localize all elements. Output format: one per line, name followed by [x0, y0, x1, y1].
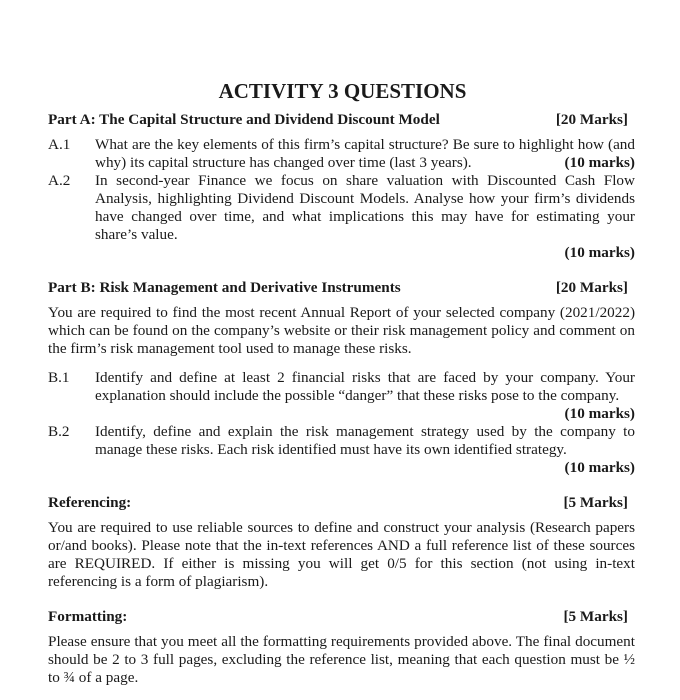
question-number: B.1 — [48, 369, 70, 386]
question-a2 — [48, 172, 635, 262]
part-b-marks: [20 Marks] — [555, 279, 628, 296]
referencing-marks: [5 Marks] — [563, 494, 628, 511]
question-text: What are the key elements of this firm’s capital structure? Be sure to highlight how (and why) its capital structure has changed over time (last 3 years). — [95, 136, 635, 171]
formatting-heading: Formatting: — [48, 608, 128, 625]
question-marks: (10 marks) — [564, 154, 635, 171]
referencing-text: You are required to use reliable sources to define and construct your analysis (Research papers or/and books). Please note that the in-text references AND a full reference list of these sources are REQUIRED. If either is missing you will get 0/5 for this section (not using in-text referencing is a form of plagiarism). — [48, 519, 635, 590]
question-b1 — [48, 369, 635, 423]
question-number: A.1 — [48, 136, 71, 153]
question-body — [95, 369, 635, 423]
page-title: ACTIVITY 3 QUESTIONS — [218, 79, 467, 103]
part-a-marks: [20 Marks] — [555, 111, 628, 128]
referencing-heading: Referencing: — [48, 494, 132, 511]
part-a-heading-row — [48, 111, 635, 129]
question-marks: (10 marks) — [564, 244, 635, 261]
question-number: A.2 — [48, 172, 71, 189]
question-body — [95, 423, 635, 477]
question-text: In second-year Finance we focus on share valuation with Discounted Cash Flow Analysis, highlighting Dividend Discount Models. Analyse how your firm’s dividends have changed over time, and what implications this may have for estimating your share’s value. — [95, 172, 635, 243]
formatting-heading-row — [48, 608, 635, 626]
document-page — [48, 78, 635, 687]
question-marks: (10 marks) — [564, 405, 635, 422]
question-b2 — [48, 423, 635, 477]
question-body — [95, 136, 635, 172]
referencing-heading-row — [48, 494, 635, 512]
question-number: B.2 — [48, 423, 70, 440]
question-text: Identify, define and explain the risk management strategy used by the company to manage these risks. Each risk identified must have its own identified strategy. — [95, 423, 635, 458]
part-b-intro: You are required to find the most recent Annual Report of your selected company (2021/2022) which can be found on the company’s website or their risk management policy and comment on the firm’s risk management tool used to manage these risks. — [48, 304, 635, 357]
formatting-text: Please ensure that you meet all the formatting requirements provided above. The final document should be 2 to 3 full pages, excluding the reference list, meaning that each question must be ½ to ¾ of a page. — [48, 633, 635, 686]
part-b-heading-row — [48, 279, 635, 297]
formatting-marks: [5 Marks] — [563, 608, 628, 625]
question-a1 — [48, 136, 635, 172]
part-b-heading: Part B: Risk Management and Derivative Instruments — [48, 279, 401, 296]
question-body — [95, 172, 635, 262]
part-a-heading: Part A: The Capital Structure and Dividend Discount Model — [48, 111, 440, 128]
question-text: Identify and define at least 2 financial risks that are faced by your company. Your explanation should include the possible “danger” that these risks pose to the company. — [95, 369, 635, 404]
question-marks: (10 marks) — [564, 459, 635, 476]
